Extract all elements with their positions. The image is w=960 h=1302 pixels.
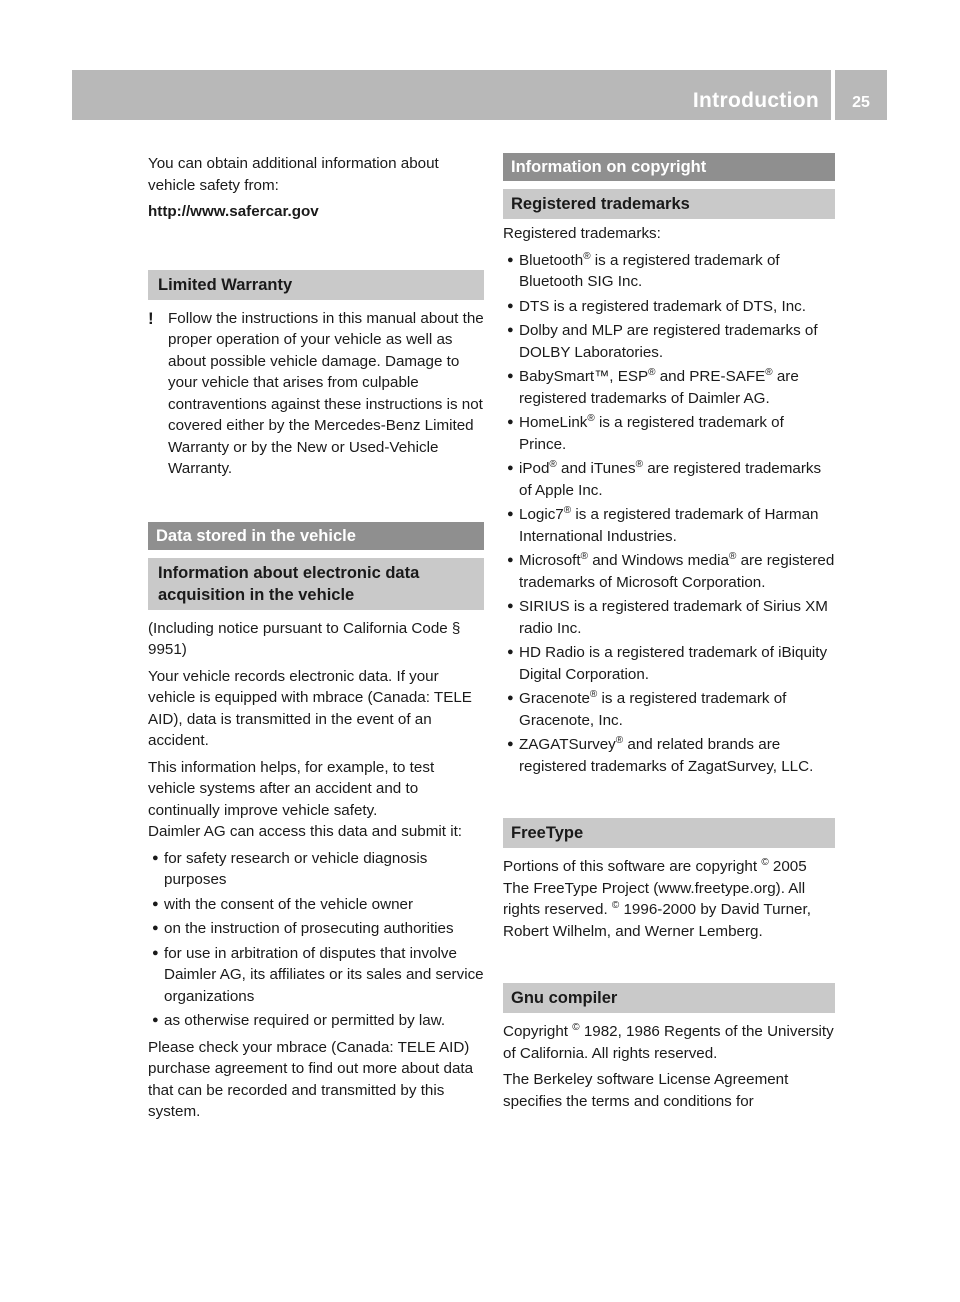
bullet-icon: ● bbox=[507, 324, 514, 336]
list-item: ● DTS is a registered trademark of DTS, Inc. bbox=[503, 296, 835, 318]
registered-symbol: ® bbox=[587, 412, 595, 424]
list-item: ● ZAGATSurvey® and related brands are registered trademarks of ZagatSurvey, LLC. bbox=[503, 734, 835, 777]
list-item: ● iPod® and iTunes® are registered trademarks of Apple Inc. bbox=[503, 458, 835, 501]
registered-symbol: ® bbox=[549, 458, 557, 470]
page-number: 25 bbox=[852, 94, 870, 111]
warranty-warning-text: Follow the instructions in this manual about the proper operation of your vehicle as well as about possible vehicle damage. Damage to your vehicle that arises from culpable contraventions against these instructions is not covered either by the Mercedes-Benz Limited Warranty or by the New or Used-Vehicle Warranty. bbox=[168, 309, 484, 477]
bullet-icon: ● bbox=[507, 299, 514, 312]
registered-symbol: ® bbox=[765, 366, 773, 378]
electronic-data-subheading: Information about electronic data acquisition in the vehicle bbox=[148, 558, 484, 610]
list-item: ● on the instruction of prosecuting authorities bbox=[148, 918, 484, 940]
list-item: ● Dolby and MLP are registered trademarks of DOLBY Laboratories. bbox=[503, 320, 835, 363]
warranty-warning bbox=[148, 308, 484, 480]
registered-symbol: ® bbox=[580, 550, 588, 562]
registered-symbol: ® bbox=[648, 366, 656, 378]
bullet-icon: ● bbox=[507, 508, 514, 520]
freetype-text: Portions of this software are copyright © 2005 The FreeType Project (www.freetype.org). All rights reserved. © 1996-2000 by David Turner, Robert Wilhelm, and Werner Lemberg. bbox=[503, 856, 811, 940]
list-item: ● SIRIUS is a registered trademark of Sirius XM radio Inc. bbox=[503, 596, 835, 639]
bullet-icon: ● bbox=[152, 922, 159, 934]
bullet-icon: ● bbox=[152, 851, 159, 864]
trademarks-intro: Registered trademarks: bbox=[503, 225, 661, 242]
registered-symbol: ® bbox=[563, 504, 572, 516]
list-item: ● Gracenote® is a registered trademark of Gracenote, Inc. bbox=[503, 688, 835, 731]
warning-icon: ! bbox=[148, 308, 154, 328]
trademarks-heading: Registered trademarks bbox=[503, 189, 835, 219]
paragraph: Please check your mbrace (Canada: TELE AID) purchase agreement to find out more about data that can be recorded and transmitted by this system. bbox=[148, 1038, 474, 1120]
copyright-symbol: © bbox=[761, 856, 769, 868]
bullet-icon: ● bbox=[152, 946, 159, 959]
paragraph: (Including notice pursuant to California Code § 9951) bbox=[148, 619, 461, 658]
copyright-symbol: © bbox=[611, 899, 620, 911]
gnu-license-text: The Berkeley software License Agreement specifies the terms and conditions for bbox=[503, 1071, 789, 1110]
list-item: ● Logic7® is a registered trademark of Harman International Industries. bbox=[503, 504, 835, 547]
bullet-icon: ● bbox=[507, 370, 514, 382]
list-item: ● BabySmart™, ESP® and PRE-SAFE® are registered trademarks of Daimler AG. bbox=[503, 366, 835, 409]
bullet-icon: ● bbox=[507, 692, 514, 704]
bullet-icon: ● bbox=[152, 897, 159, 910]
list-item: ● as otherwise required or permitted by law. bbox=[148, 1010, 484, 1032]
bullet-icon: ● bbox=[507, 646, 514, 658]
registered-symbol: ® bbox=[728, 550, 737, 562]
list-item: ● Bluetooth® is a registered trademark of Bluetooth SIG Inc. bbox=[503, 250, 835, 293]
bullet-icon: ● bbox=[507, 554, 514, 566]
list-item: ● HD Radio is a registered trademark of iBiquity Digital Corporation. bbox=[503, 642, 835, 685]
bullet-icon: ● bbox=[507, 600, 514, 612]
bullet-icon: ● bbox=[152, 1014, 159, 1026]
left-column bbox=[148, 153, 484, 1128]
list-item: ● Microsoft® and Windows media® are registered trademarks of Microsoft Corporation. bbox=[503, 550, 835, 593]
gnu-text: Copyright © 1982, 1986 Regents of the University of California. All rights reserved. bbox=[503, 1021, 834, 1062]
data-stored-heading: Data stored in the vehicle bbox=[148, 522, 484, 550]
paragraph: This information helps, for example, to test vehicle systems after an accident and to continually improve vehicle safety. bbox=[148, 758, 435, 819]
bullet-icon: ● bbox=[507, 253, 514, 266]
paragraph: Your vehicle records electronic data. If your vehicle is equipped with mbrace (Canada: TELE AID), data is transmitted in the event of an accident. bbox=[148, 667, 472, 749]
page-title: Introduction bbox=[692, 89, 819, 112]
registered-symbol: ® bbox=[635, 458, 643, 470]
list-item: ● for safety research or vehicle diagnosis purposes bbox=[148, 848, 484, 891]
trademarks-list bbox=[503, 250, 835, 778]
data-use-list bbox=[148, 848, 484, 1032]
copyright-symbol: © bbox=[572, 1021, 580, 1033]
right-column bbox=[503, 153, 835, 1117]
paragraph: Daimler AG can access this data and submit it: bbox=[148, 823, 463, 840]
limited-warranty-heading: Limited Warranty bbox=[148, 270, 484, 300]
safety-info-text: You can obtain additional information about vehicle safety from: bbox=[148, 155, 439, 194]
registered-symbol: ® bbox=[615, 734, 624, 746]
bullet-icon: ● bbox=[507, 738, 514, 750]
list-item: ● for use in arbitration of disputes that involve Daimler AG, its affiliates or its sales and service organizations bbox=[148, 943, 484, 1008]
gnu-compiler-heading: Gnu compiler bbox=[503, 983, 835, 1013]
list-item: ● HomeLink® is a registered trademark of Prince. bbox=[503, 412, 835, 455]
safety-url: http://www.safercar.gov bbox=[148, 203, 319, 220]
copyright-heading: Information on copyright bbox=[503, 153, 835, 181]
registered-symbol: ® bbox=[583, 250, 591, 262]
page-number-box bbox=[835, 70, 887, 120]
bullet-icon: ● bbox=[507, 462, 514, 474]
list-item: ● with the consent of the vehicle owner bbox=[148, 894, 484, 916]
freetype-heading: FreeType bbox=[503, 818, 835, 848]
registered-symbol: ® bbox=[589, 688, 598, 700]
header-bar bbox=[72, 70, 831, 120]
bullet-icon: ● bbox=[507, 416, 514, 428]
